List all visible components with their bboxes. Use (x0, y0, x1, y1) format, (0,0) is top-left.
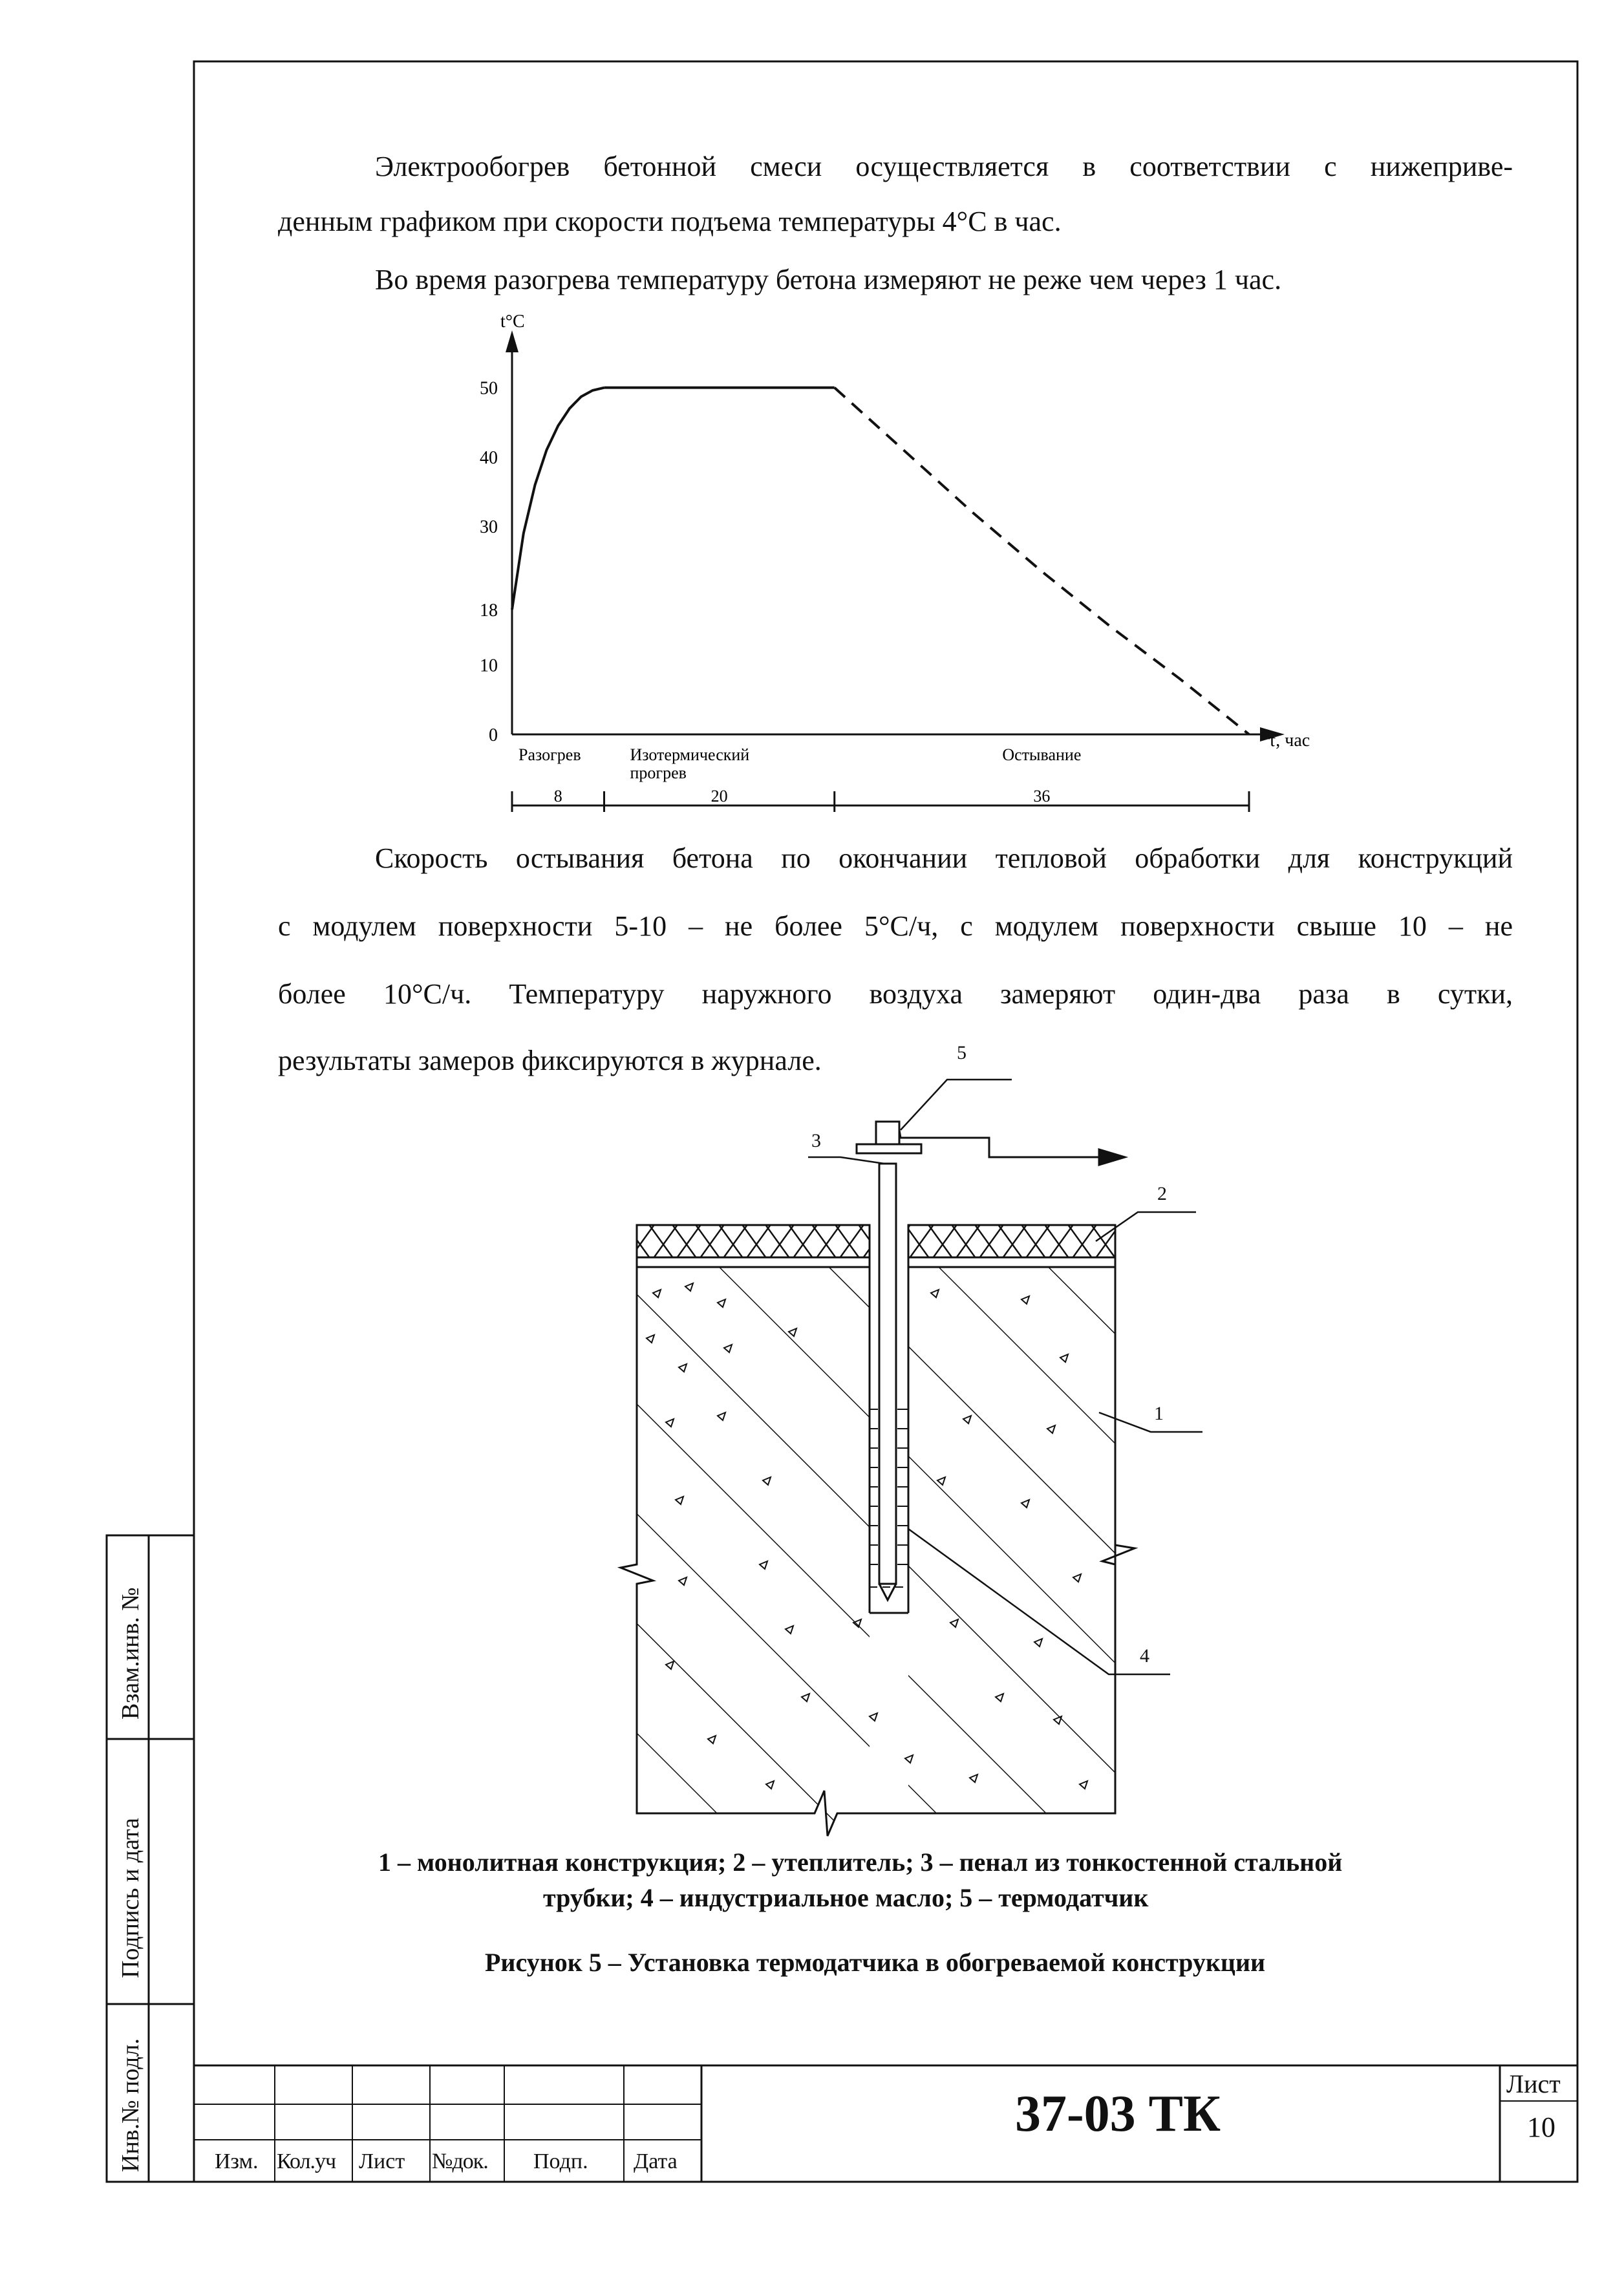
phase-duration-label: 36 (1033, 787, 1051, 805)
col-data: Дата (634, 2149, 678, 2173)
y-tick-label: 18 (480, 600, 498, 621)
sheet-label: Лист (1506, 2069, 1561, 2098)
phase-duration-label: 20 (710, 787, 728, 805)
y-tick-label: 30 (480, 517, 498, 538)
paragraph-2: Во время разогрева температуру бетона измеряют не реже чем через 1 час. (375, 264, 1282, 295)
paragraph-1-line-1: Электрообогрев бетонной смеси осуществляется в соответствии с нижеприве- (375, 151, 1513, 182)
sheet-number: 10 (1527, 2111, 1555, 2143)
y-tick-label: 10 (480, 656, 498, 676)
paragraph-3-line-3: более 10°С/ч. Температуру наружного воздуха замеряют один-два раза в сутки, (278, 978, 1513, 1010)
phase-label: Изотермический (630, 745, 750, 764)
figure-legend-line-2: трубки; 4 – индустриальное масло; 5 – термодатчик (543, 1883, 1149, 1912)
y-tick-label: 40 (480, 447, 498, 468)
col-list: Лист (359, 2149, 405, 2173)
stamp-inv-podl: Инв.№ подл. (117, 2038, 144, 2172)
x-axis-label: τ, час (1268, 730, 1310, 751)
paragraph-1-line-2: денным графиком при скорости подъема температуры 4°С в час. (278, 206, 1062, 237)
col-ndok: №док. (432, 2149, 488, 2173)
phase-duration-label: 8 (553, 787, 562, 805)
monolithic-structure (621, 1267, 1135, 1836)
callout-2: 2 (1157, 1183, 1167, 1204)
phase-label: Разогрев (518, 745, 581, 764)
callout-3: 3 (811, 1130, 821, 1151)
y-tick-label: 0 (489, 725, 498, 745)
col-izm: Изм. (215, 2149, 259, 2173)
paragraph-3-line-2: с модулем поверхности 5-10 – не более 5°С/ч, с модулем поверхности свыше 10 – не (278, 910, 1513, 942)
y-axis-label: t°C (500, 312, 525, 332)
phase-label: Остывание (1002, 745, 1082, 764)
stamp-vzam-inv: Взам.инв. № (117, 1587, 144, 1720)
thermal-sensor (857, 1122, 1125, 1165)
insulation-layer (637, 1225, 1115, 1267)
figure-title: Рисунок 5 – Установка термодатчика в обогреваемой конструкции (485, 1948, 1266, 1977)
callout-5: 5 (957, 1042, 967, 1063)
paragraph-3-line-4: результаты замеров фиксируются в журнале. (278, 1045, 822, 1076)
col-podp: Подп. (533, 2149, 588, 2173)
callout-4: 4 (1140, 1645, 1149, 1667)
col-kol-uch: Кол.уч (277, 2149, 336, 2173)
stamp-podpis-data: Подпись и дата (117, 1817, 144, 1978)
y-tick-label: 50 (480, 378, 498, 399)
paragraph-3-line-1: Скорость остывания бетона по окончании тепловой обработки для конструкций (375, 842, 1513, 874)
figure-legend-line-1: 1 – монолитная конструкция; 2 – утеплитель; 3 – пенал из тонкостенной стальной (378, 1848, 1343, 1877)
callout-1: 1 (1154, 1403, 1164, 1424)
document-code: 37-03 ТК (1015, 2085, 1221, 2142)
phase-label-line-2: прогрев (630, 763, 687, 782)
